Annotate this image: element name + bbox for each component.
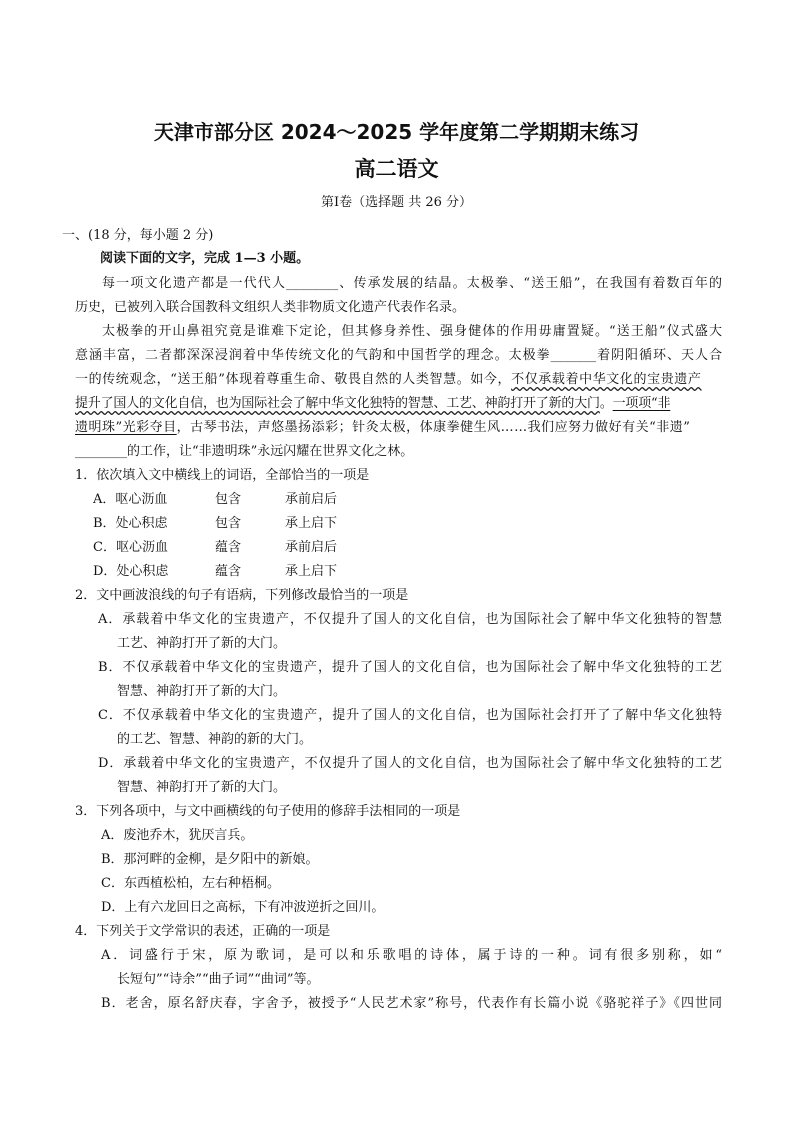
option-text: 承上启下 xyxy=(285,516,338,531)
option-text: 承前启后 xyxy=(285,492,338,507)
underlined-sentence: 遗明珠”光彩夺目 xyxy=(75,420,177,435)
option-d: D．承载着中华文化的宝贵遗产，不仅提升了国人的文化自信，也为国际社会了解中华文化独特的工艺 xyxy=(98,756,722,771)
passage-line xyxy=(75,371,722,389)
option-d-cont: 智慧、神韵打开了新的大门。 xyxy=(117,780,287,795)
passage-text: 一的传统观念，“送王船”体现着尊重生命、敬畏自然的人类智慧。如今， xyxy=(75,372,512,387)
reading-instruction: 阅读下面的文字，完成 1—3 小题。 xyxy=(100,251,310,266)
subject-title: 高二语文 xyxy=(354,157,439,181)
passage-text: ，古琴书法，声悠墨扬添彩；针灸太极，体康拳健生风……我们应努力做好有关“非遗” xyxy=(176,420,691,435)
option-a: A．废池乔木，犹厌言兵。 xyxy=(101,828,254,843)
option-text: D．处心积虑 xyxy=(93,564,169,579)
option-text: B．处心积虑 xyxy=(93,516,168,531)
passage-line xyxy=(75,419,690,437)
option-a-cont: 工艺、神韵打开了新的大门。 xyxy=(117,636,287,651)
option-b xyxy=(93,515,393,533)
option-text: C．呕心沥血 xyxy=(93,540,168,555)
section-title: 第Ⅰ卷（选择题 共 26 分） xyxy=(320,195,473,210)
option-text: 蕴含 xyxy=(215,540,242,555)
option-a: A．承载着中华文化的宝贵遗产，不仅提升了国人的文化自信，也为国际社会了解中华文化独特的智慧 xyxy=(98,612,722,627)
option-b-cont: 智慧、神韵打开了新的大门。 xyxy=(117,684,287,699)
wavy-underlined-sentence: 不仅承载着中华文化的宝贵遗产 xyxy=(511,372,702,387)
option-b: B．老舍，原名舒庆春，字舍予，被授予“人民艺术家”称号，代表作有长篇小说《骆驼祥子》《四世同 xyxy=(101,996,722,1011)
option-a: A．词盛行于宋，原为歌词，是可以和乐歌唱的诗体，属于诗的一种。词有很多别称，如“ xyxy=(101,948,722,963)
part-heading: 一、(18 分，每小题 2 分) xyxy=(62,228,214,243)
passage-line xyxy=(75,395,722,413)
question-stem: 1．依次填入文中横线上的词语，全部恰当的一项是 xyxy=(75,468,370,483)
option-text: 蕴含 xyxy=(215,564,242,579)
option-c: C．不仅承载着中华文化的宝贵遗产，提升了国人的文化自信，也为国际社会打开了了解中华文化独特 xyxy=(98,708,722,723)
option-c-cont: 的工艺、智慧、神韵的新的大门。 xyxy=(117,732,313,747)
question-stem: 2．文中画波浪线的句子有语病，下列修改最恰当的一项是 xyxy=(75,588,409,603)
option-a-cont: 长短句”“诗余”“曲子词”“曲词”等。 xyxy=(117,972,320,987)
option-c: C．东西植松柏，左右种梧桐。 xyxy=(101,876,280,891)
passage-line: 历史，已被列入联合国教科文组织人类非物质文化遗产代表作名录。 xyxy=(75,300,466,315)
option-b: B．那河畔的金柳，是夕阳中的新娘。 xyxy=(101,852,319,867)
wavy-underlined-sentence: 提升了国人的文化自信，也为国际社会了解中华文化独特的智慧、工艺、神韵打开了新的大门 xyxy=(75,396,600,411)
question-stem: 4．下列关于文学常识的表述，正确的一项是 xyxy=(75,924,331,939)
option-text: A．呕心沥血 xyxy=(93,492,168,507)
passage-line: 意涵丰富，二者都深深浸润着中华传统文化的气韵和中国哲学的理念。太极拳_______着阴阳循环、天人合 xyxy=(75,348,722,363)
passage-line: ________的工作，让“非遗明珠”永远闪耀在世界文化之林。 xyxy=(75,444,414,459)
passage-line: 太极拳的开山鼻祖究竟是谁难下定论，但其修身养性、强身健体的作用毋庸置疑。“送王船”仪式盛大 xyxy=(102,324,722,339)
passage-text: 。 xyxy=(599,396,613,411)
option-text: 包含 xyxy=(215,516,242,531)
option-c xyxy=(93,539,393,557)
option-text: 包含 xyxy=(215,492,242,507)
option-b: B．不仅承载着中华文化的宝贵遗产，提升了国人的文化自信，也为国际社会了解中华文化独特的工艺 xyxy=(98,660,722,675)
passage-line: 每一项文化遗产都是一代代人________、传承发展的结晶。太极拳、“送王船”，在我国有着数百年的 xyxy=(102,276,722,291)
option-text: 承上启下 xyxy=(285,564,338,579)
question-stem: 3．下列各项中，与文中画横线的句子使用的修辞手法相同的一项是 xyxy=(75,804,461,819)
underlined-sentence: 一项项“非 xyxy=(612,396,671,411)
option-d: D．上有六龙回日之高标，下有冲波逆折之回川。 xyxy=(101,900,385,915)
option-d xyxy=(93,563,393,581)
option-text: 承前启后 xyxy=(285,540,338,555)
option-a xyxy=(93,491,393,509)
exam-title: 天津市部分区 2024～2025 学年度第二学期期末练习 xyxy=(153,120,640,144)
